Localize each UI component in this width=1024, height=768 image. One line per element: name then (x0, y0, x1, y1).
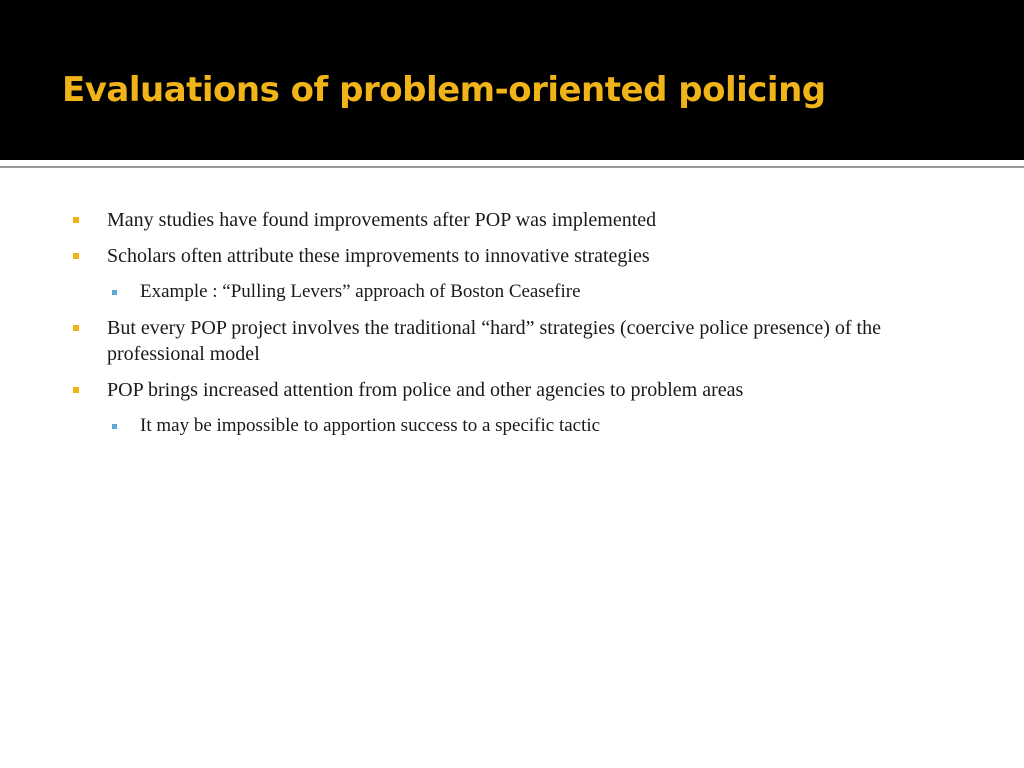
bullet-item (72, 207, 952, 233)
sub-bullet-text: Example : “Pulling Levers” approach of Boston Ceasefire (140, 281, 581, 302)
square-bullet-icon (73, 217, 79, 223)
sub-bullet-text: It may be impossible to apportion success to a specific tactic (140, 415, 601, 436)
bullet-text: POP brings increased attention from police and other agencies to problem areas (107, 379, 744, 401)
bullet-list (72, 207, 952, 449)
square-sub-bullet-icon (112, 290, 117, 295)
slide-title: Evaluations of problem-oriented policing (62, 70, 826, 110)
bullet-item (72, 243, 952, 269)
square-bullet-icon (73, 253, 79, 259)
bullet-text: But every POP project involves the traditional “hard” strategies (coercive police presence) of the professional model (107, 317, 881, 365)
title-band (0, 0, 1024, 160)
title-divider (0, 160, 1024, 164)
title-divider-line (0, 166, 1024, 168)
bullet-item (72, 315, 952, 367)
sub-bullet-item (72, 413, 952, 439)
bullet-text: Many studies have found improvements after POP was implemented (107, 209, 657, 231)
bullet-text: Scholars often attribute these improvements to innovative strategies (107, 245, 650, 267)
bullet-item (72, 377, 952, 403)
sub-bullet-item (72, 279, 952, 305)
square-bullet-icon (73, 387, 79, 393)
square-sub-bullet-icon (112, 424, 117, 429)
square-bullet-icon (73, 325, 79, 331)
